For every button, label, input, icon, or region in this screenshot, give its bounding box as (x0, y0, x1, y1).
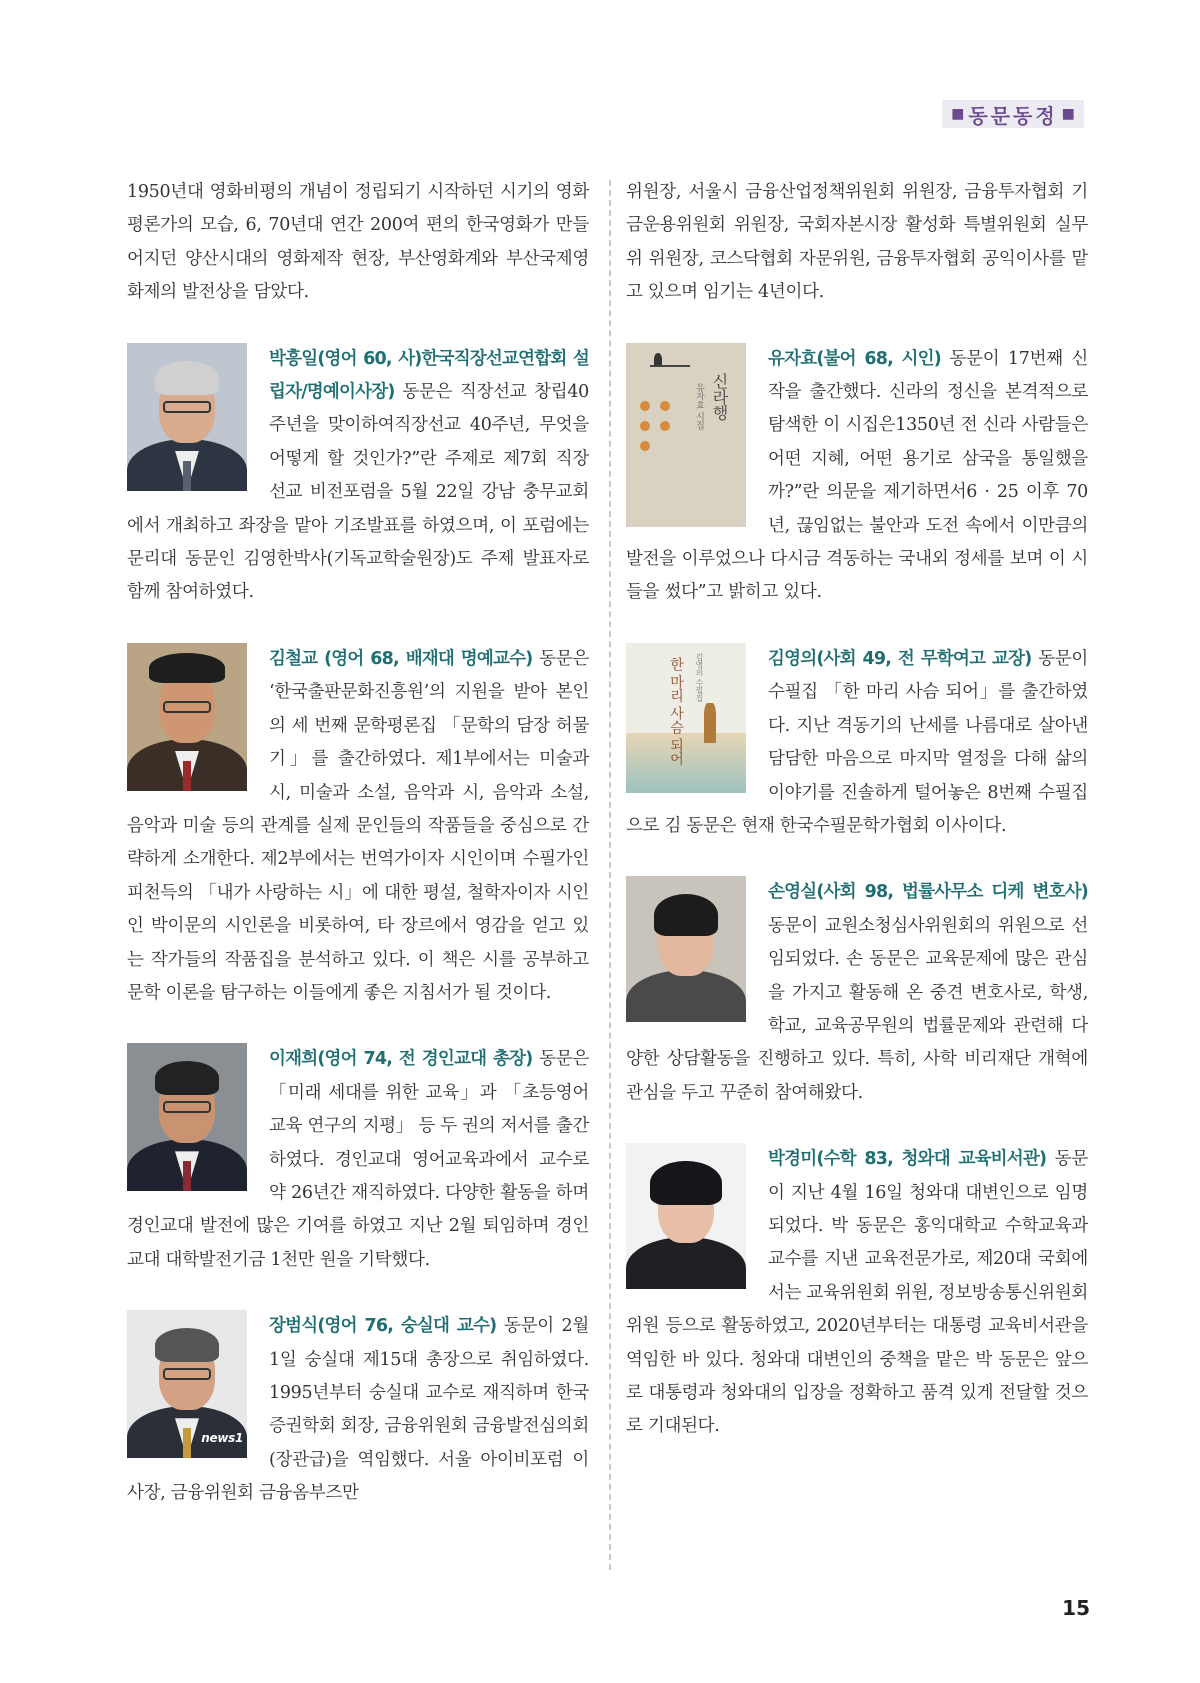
right-column (626, 176, 1088, 1444)
section-tag (942, 100, 1084, 128)
portrait-photo (127, 643, 247, 791)
alumni-name: 김철교 (영어 68, 배재대 명예교수) (269, 648, 533, 669)
alumni-description: 동문이 교원소청심사위원회의 위원으로 선임되었다. 손 동문은 교육문제에 많은 관심을 가지고 활동해 온 중견 변호사로, 학생, 학교, 교육공무원의 법률문제와 관련해 다양한 상담활동을 진행하고 있다. 특히, 사학 비리재단 개혁에 관심을 두고 꾸준히 참여해왔다. (626, 915, 1088, 1103)
alumni-name: 박경미(수학 83, 청와대 교육비서관) (768, 1149, 1047, 1170)
alumni-entry-park-heungil (127, 343, 589, 610)
book-cover-deer (626, 643, 746, 793)
portrait-photo (626, 1143, 746, 1289)
alumni-name: 박흥일(영어 60, 사)한국직장선교연합회 설립자/명예이사장) (269, 348, 589, 403)
alumni-description: 동문은 ‘한국출판문화진흥원’의 지원을 받아 본인의 세 번째 문학평론집 「문학의 담장 허물기」를 출간하였다. 제1부에서는 미술과 시, 미술과 소설, 음악과 시, 음악과 소설, 음악과 미술 등의 관계를 실제 문인들의 작품들을 중심으로 간략하게 소개한다. 제2부에서는 번역가이자 시인이며 수필가인 피천득의 「내가 사랑하는 시」에 대한 평설, 철학자이자 시인인 박이문의 시인론을 비롯하여, 타 장르에서 영감을 얻고 있는 작가들의 작품집을 분석하고 있다. 이 책은 시를 공부하고 문학 이론을 탐구하는 이들에게 좋은 지침서가 될 것이다. (127, 648, 589, 1003)
alumni-entry-jang-beomsik (127, 1310, 589, 1510)
book-cover-shilla (626, 343, 746, 527)
column-divider (609, 180, 611, 1570)
left-intro-paragraph: 1950년대 영화비평의 개념이 정립되기 시작하던 시기의 영화평론가의 모습, 6, 70년대 연간 200여 편의 한국영화가 만들어지던 양산시대의 영화제작 현장, 부산영화계와 부산국제영화제의 발전상을 담았다. (127, 182, 589, 303)
left-column (127, 176, 589, 1511)
portrait-photo (127, 343, 247, 491)
square-bullet-icon: ■ (1061, 106, 1075, 122)
portrait-photo (127, 1310, 247, 1458)
alumni-entry-lee-jaehee (127, 1043, 589, 1277)
book-author: 유자효 시집 (694, 382, 704, 429)
alumni-entry-son-youngsil (626, 876, 1088, 1110)
alumni-entry-yoo-jahyo (626, 343, 1088, 610)
section-title: 동문동정 (968, 103, 1058, 128)
alumni-entry-kim-youngui (626, 643, 1088, 843)
book-title: 한 마리 사슴 되어 (668, 656, 684, 766)
alumni-description: 동문이 17번째 신작을 출간했다. 신라의 정신을 본격적으로 탐색한 이 시집은1350년 전 신라 사람들은 어떤 지혜, 어떤 용기로 삼국을 통일했을까?”란 의문을 제기하면서6 · 25 이후 70년, 끊임없는 불안과 도전 속에서 이만큼의 발전을 이루었으나 다시금 격동하는 국내외 정세를 보며 이 시들을 썼다”고 밝히고 있다. (626, 348, 1088, 603)
alumni-entry-kim-cheolgyo (127, 643, 589, 1010)
alumni-name: 유자효(불어 68, 시인) (768, 348, 941, 369)
portrait-photo (626, 876, 746, 1022)
alumni-description: 동문은 직장선교 창립40주년을 맞이하여직장선교 40주년, 무엇을 어떻게 할 것인가?”란 주제로 제7회 직장선교 비전포럼을 5월 22일 강남 충무교회에서 개최하고 좌장을 맡아 기조발표를 하였으며, 이 포럼에는 문리대 동문인 김영한박사(기독교학술원장)도 주제 발표자로 함께 참여하였다. (127, 382, 589, 603)
book-title: 신라행 (710, 372, 729, 420)
page-number: 15 (1062, 1596, 1090, 1620)
alumni-description: 동문은 「미래 세대를 위한 교육」과 「초등영어교육 연구의 지평」 등 두 권의 저서를 출간하였다. 경인교대 영어교육과에서 교수로 약 26년간 재직하였다. 다양한 활동을 하며 경인교대 발전에 많은 기여를 하였고 지난 2월 퇴임하며 경인교대 대학발전기금 1천만 원을 기탁했다. (127, 1049, 589, 1270)
news-watermark: news1 (201, 1430, 243, 1445)
alumni-description: 동문이 지난 4월 16일 청와대 대변인으로 임명되었다. 박 동문은 홍익대학교 수학교육과 교수를 지낸 교육전문가로, 제20대 국회에서는 교육위원회 위원, 정보방송통신위원회 위원 등으로 활동하였고, 2020년부터는 대통령 교육비서관을 역임한 바 있다. 청와대 대변인의 중책을 맡은 박 동문은 앞으로 대통령과 청와대의 입장을 정확하고 품격 있게 전달할 것으로 기대된다. (626, 1149, 1088, 1437)
portrait-photo (127, 1043, 247, 1191)
book-author: 김영의 수필집 (695, 652, 704, 702)
alumni-description: 동문이 수필집 「한 마리 사슴 되어」를 출간하였다. 지난 격동기의 난세를 나름대로 살아낸 담담한 마음으로 마지막 열정을 다해 삶의 이야기를 진솔하게 털어놓은 8번째 수필집으로 김 동문은 현재 한국수필문학가협회 이사이다. (626, 648, 1088, 836)
alumni-entry-park-kyungmi (626, 1143, 1088, 1444)
square-bullet-icon: ■ (951, 106, 965, 122)
right-intro-paragraph: 위원장, 서울시 금융산업정책위원회 위원장, 금융투자협회 기금운용위원회 위원장, 국회자본시장 활성화 특별위원회 실무위 위원장, 코스닥협회 자문위원, 금융투자협회 공익이사를 맡고 있으며 임기는 4년이다. (626, 182, 1088, 303)
alumni-name: 이재희(영어 74, 전 경인교대 총장) (269, 1049, 533, 1070)
alumni-name: 장범식(영어 76, 숭실대 교수) (269, 1316, 497, 1337)
alumni-name: 손영실(사회 98, 법률사무소 디케 변호사) (768, 882, 1088, 903)
alumni-name: 김영의(사회 49, 전 무학여고 교장) (768, 648, 1032, 669)
alumni-description: 동문이 2월 1일 숭실대 제15대 총장으로 취임하였다. 1995년부터 숭실대 교수로 재직하며 한국증권학회 회장, 금융위원회 금융발전심의회(장관급)을 역임했다. 서울 아이비포럼 이사장, 금융위원회 금융옴부즈만 (127, 1316, 589, 1504)
